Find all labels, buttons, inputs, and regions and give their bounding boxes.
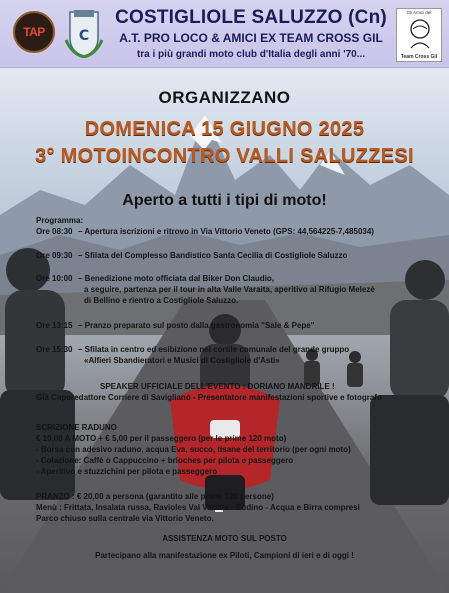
header-title: COSTIGLIOLE SALUZZO (Cn) <box>115 7 387 28</box>
team-logo-top-text: Gli Amici del <box>406 10 432 15</box>
speaker-line: SPEAKER UFFICIALE DELL'EVENTO : DORIANO MANDRILE ! <box>100 382 335 391</box>
event-date: DOMENICA 15 GIUGNO 2025 <box>84 118 365 140</box>
speaker-bio: Già Caporedattore Corriere di Savigliano - Presentatore manifestazioni sportive e fotografo <box>36 393 382 402</box>
center-motorcycle-silhouette <box>150 310 300 510</box>
pro-loco-logo <box>13 11 55 53</box>
program-time-0930: Ore 09:30 <box>36 251 73 260</box>
program-time-0830: Ore 08:30 <box>36 227 73 236</box>
pro-loco-logo-text: TAP <box>23 25 45 39</box>
header-subtitle: A.T. PRO LOCO & AMICI EX TEAM CROSS GIL <box>119 31 383 45</box>
program-text-0830: – Apertura iscrizioni e ritrovo in Via Vittorio Veneto (GPS: 44,564225-7,485034) <box>78 227 374 236</box>
team-logo-bottom-text: Team Cross Gil <box>400 54 438 60</box>
aperto-tagline: Aperto a tutti i tipi di moto! <box>122 192 327 209</box>
iscrizione-heading: SCRIZIONE RADUNO <box>36 423 117 432</box>
header-tagline: tra i più grandi moto club d'Italia degli anni '70... <box>136 49 366 60</box>
town-crest-icon <box>64 10 104 58</box>
program-text-1000-a: – Benedizione moto officiata dal Biker Don Claudio, <box>78 274 275 283</box>
program-time-1000: Ore 10:00 <box>36 274 73 283</box>
rider-sketch-icon <box>405 18 435 50</box>
organizzano-heading: ORGANIZZANO <box>158 88 291 107</box>
iscrizione-price: € 10,00 A MOTO + € 5,00 per il passeggero (per le prime 120 moto) <box>36 434 287 443</box>
program-text-1000-b: a seguire, partenza per il tour in alta Valle Varaita, aperitivo al Rifugio Melezé <box>84 285 375 294</box>
pranzo-menu: Menù : Frittata, Insalata russa, Ravioles Val Varaita - Budino - Acqua e Birra compresi <box>36 503 360 512</box>
svg-text:C: C <box>78 28 90 44</box>
iscrizione-colazione: - Colazione: Caffè o Cappuccino + brioches per pilota e passeggero <box>36 456 294 465</box>
program-text-1315: – Pranzo preparato sul posto dalla gastronomia "Sale & Pepe" <box>78 321 315 330</box>
assistenza-line: ASSISTENZA MOTO SUL POSTO <box>162 534 287 543</box>
programma-heading: Programma: <box>36 216 84 225</box>
right-rider-silhouette <box>370 255 449 505</box>
program-text-1530-b: «Alfieri Sbandieratori e Musici di Costigliole d'Asti» <box>84 356 280 365</box>
header-band <box>0 0 449 68</box>
program-text-1530-a: – Sfilata in centro ed esibizione nel cortile comunale del grande gruppo <box>78 345 350 354</box>
team-cross-gil-logo <box>396 8 442 62</box>
pranzo-price: PRANZO : € 20,00 a persona (garantito alle prime 120 persone) <box>36 492 274 501</box>
program-time-1315: Ore 13:15 <box>36 321 73 330</box>
program-text-0930: – Sfilata del Complesso Bandistico Santa Cecilia di Costigliole Saluzzo <box>78 251 348 260</box>
program-time-1530: Ore 15:30 <box>36 345 73 354</box>
program-text-1000-c: di Bellino e rientro a Costigliole Saluzzo. <box>84 296 239 305</box>
event-name: 3° MOTOINCONTRO VALLI SALUZZESI <box>35 145 414 167</box>
partecipano-line: Partecipano alla manifestazione ex Piloti, Campioni di ieri e di oggi ! <box>95 551 354 560</box>
iscrizione-borsa: - Borsa con adesivo raduno, acqua Eva, succo, tisane del territorio (per ogni moto) <box>36 445 351 454</box>
iscrizione-aperitivo: - Aperitivo e stuzzichini per pilota e passeggero <box>36 467 218 476</box>
pranzo-parco: Parco chiuso sulla centrale via Vittorio Veneto. <box>36 514 214 523</box>
